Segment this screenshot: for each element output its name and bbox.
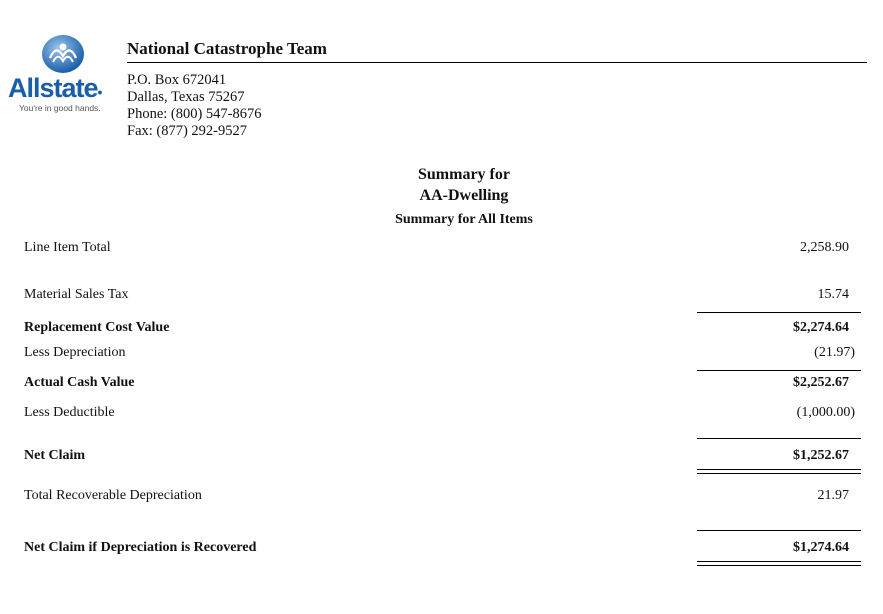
line-item-total-value: 2,258.90 bbox=[800, 240, 849, 255]
fax-line: Fax: (877) 292-9527 bbox=[127, 123, 248, 139]
recovered-rule bbox=[697, 530, 861, 531]
logo-wordmark: Allstate• bbox=[8, 73, 102, 103]
acv-rule bbox=[697, 370, 861, 371]
hands-emblem-icon bbox=[40, 34, 86, 74]
less-deductible-value: (1,000.00) bbox=[796, 405, 855, 420]
address-line-2: Dallas, Texas 75267 bbox=[127, 89, 245, 105]
header-divider bbox=[127, 62, 867, 63]
line-item-total-label: Line Item Total bbox=[24, 240, 111, 255]
total-recoverable-depreciation-value: 21.97 bbox=[817, 488, 849, 503]
net-claim-recovered-label: Net Claim if Depreciation is Recovered bbox=[24, 540, 257, 555]
address-line-1: P.O. Box 672041 bbox=[127, 72, 227, 88]
summary-title: Summary for bbox=[418, 166, 510, 183]
total-recoverable-depreciation-label: Total Recoverable Depreciation bbox=[24, 488, 202, 503]
subtotal-rule bbox=[697, 312, 861, 313]
net-claim-value: $1,252.67 bbox=[793, 448, 849, 463]
phone-line: Phone: (800) 547-8676 bbox=[127, 106, 262, 122]
material-sales-tax-label: Material Sales Tax bbox=[24, 287, 129, 302]
material-sales-tax-value: 15.74 bbox=[817, 287, 849, 302]
logo-tagline: You're in good hands. bbox=[19, 103, 101, 113]
less-depreciation-value: (21.97) bbox=[814, 345, 855, 360]
net-claim-rule bbox=[697, 438, 861, 439]
net-claim-recovered-double-rule bbox=[697, 561, 861, 566]
actual-cash-value-label: Actual Cash Value bbox=[24, 375, 135, 390]
net-claim-double-rule bbox=[697, 469, 861, 474]
summary-subtitle: Summary for All Items bbox=[395, 212, 533, 227]
less-depreciation-label: Less Depreciation bbox=[24, 345, 126, 360]
actual-cash-value-value: $2,252.67 bbox=[793, 375, 849, 390]
replacement-cost-value-value: $2,274.64 bbox=[793, 320, 849, 335]
net-claim-label: Net Claim bbox=[24, 448, 86, 463]
net-claim-recovered-value: $1,274.64 bbox=[793, 540, 849, 555]
replacement-cost-value-label: Replacement Cost Value bbox=[24, 320, 170, 335]
team-name: National Catastrophe Team bbox=[127, 39, 327, 58]
less-deductible-label: Less Deductible bbox=[24, 405, 115, 420]
summary-subject: AA-Dwelling bbox=[419, 187, 509, 204]
allstate-logo bbox=[8, 34, 120, 116]
